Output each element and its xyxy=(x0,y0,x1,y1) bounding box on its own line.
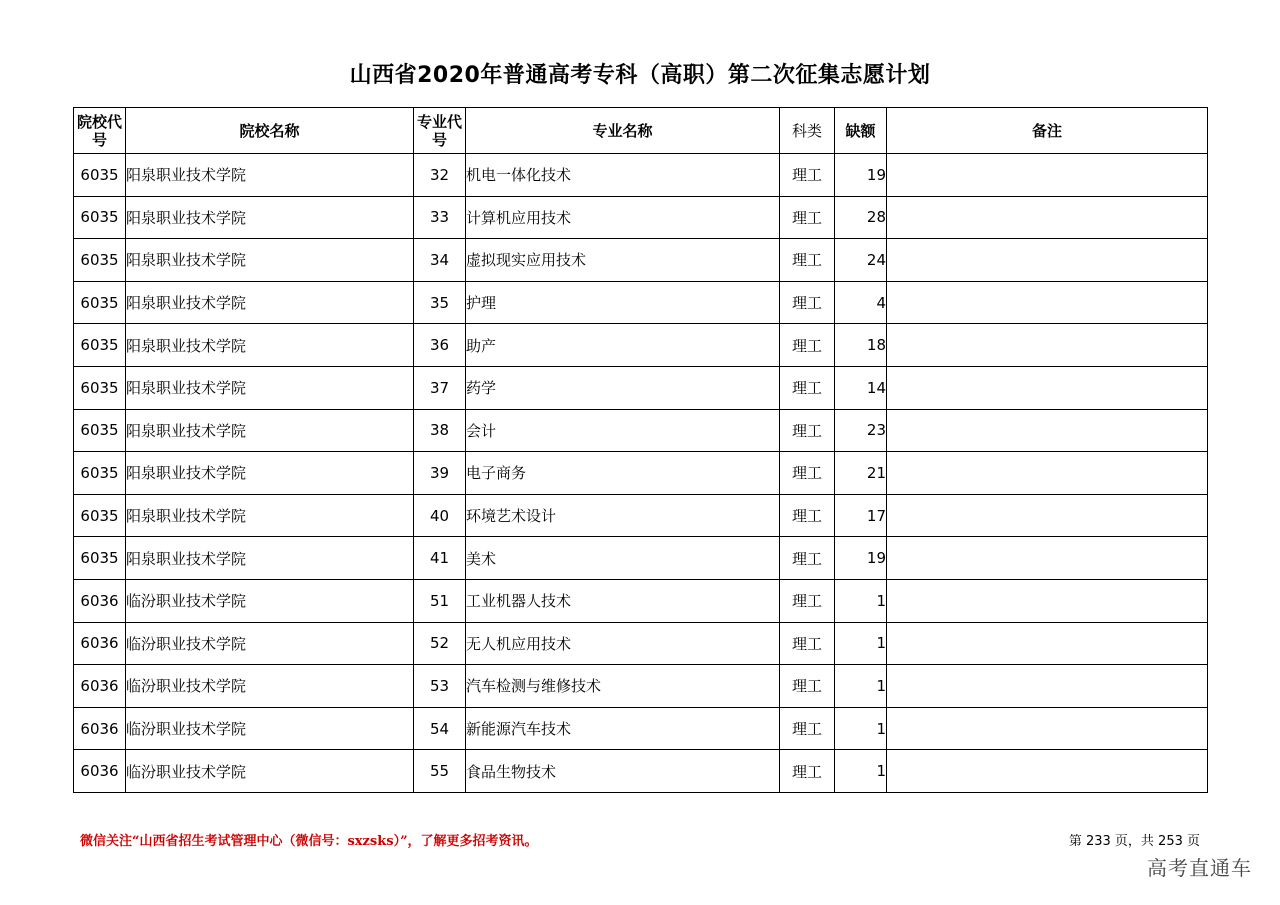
header-note: 备注 xyxy=(887,108,1208,154)
category-cell: 理工 xyxy=(780,707,835,750)
table-row xyxy=(74,665,1208,708)
quota-cell: 28 xyxy=(835,196,887,239)
major-name-cell: 药学 xyxy=(466,366,780,409)
note-cell xyxy=(887,452,1208,495)
major-code-cell: 40 xyxy=(414,494,466,537)
quota-cell: 1 xyxy=(835,622,887,665)
note-cell xyxy=(887,154,1208,197)
school-code-cell: 6035 xyxy=(74,196,126,239)
note-cell xyxy=(887,239,1208,282)
school-name-cell: 阳泉职业技术学院 xyxy=(126,409,414,452)
school-code-cell: 6035 xyxy=(74,494,126,537)
major-code-cell: 34 xyxy=(414,239,466,282)
table-row xyxy=(74,750,1208,793)
major-name-cell: 无人机应用技术 xyxy=(466,622,780,665)
note-cell xyxy=(887,750,1208,793)
table-row xyxy=(74,707,1208,750)
school-name-cell: 阳泉职业技术学院 xyxy=(126,366,414,409)
major-name-cell: 新能源汽车技术 xyxy=(466,707,780,750)
category-cell: 理工 xyxy=(780,665,835,708)
note-cell xyxy=(887,665,1208,708)
page-number: 第 233 页，共 253 页 xyxy=(1068,834,1200,849)
table-row xyxy=(74,579,1208,622)
school-name-cell: 阳泉职业技术学院 xyxy=(126,324,414,367)
school-code-cell: 6035 xyxy=(74,324,126,367)
school-code-cell: 6036 xyxy=(74,622,126,665)
major-code-cell: 38 xyxy=(414,409,466,452)
wechat-notice: 微信关注“山西省招生考试管理中心（微信号：sxzsks）”，了解更多招考资讯。 xyxy=(80,834,538,849)
school-code-cell: 6035 xyxy=(74,281,126,324)
school-code-cell: 6036 xyxy=(74,665,126,708)
quota-cell: 18 xyxy=(835,324,887,367)
quota-cell: 17 xyxy=(835,494,887,537)
category-cell: 理工 xyxy=(780,366,835,409)
quota-cell: 19 xyxy=(835,537,887,580)
note-cell xyxy=(887,622,1208,665)
category-cell: 理工 xyxy=(780,239,835,282)
school-code-cell: 6035 xyxy=(74,452,126,495)
page-title: 山西省2020年普通高考专科（高职）第二次征集志愿计划 xyxy=(349,63,931,88)
school-code-cell: 6036 xyxy=(74,707,126,750)
major-name-cell: 食品生物技术 xyxy=(466,750,780,793)
quota-cell: 19 xyxy=(835,154,887,197)
school-name-cell: 阳泉职业技术学院 xyxy=(126,452,414,495)
school-code-cell: 6035 xyxy=(74,239,126,282)
school-name-cell: 阳泉职业技术学院 xyxy=(126,537,414,580)
major-name-cell: 工业机器人技术 xyxy=(466,579,780,622)
major-code-cell: 52 xyxy=(414,622,466,665)
major-name-cell: 虚拟现实应用技术 xyxy=(466,239,780,282)
school-code-cell: 6035 xyxy=(74,537,126,580)
category-cell: 理工 xyxy=(780,579,835,622)
major-name-cell: 机电一体化技术 xyxy=(466,154,780,197)
table-row xyxy=(74,537,1208,580)
table-row xyxy=(74,196,1208,239)
header-category: 科类 xyxy=(780,108,835,154)
major-name-cell: 汽车检测与维修技术 xyxy=(466,665,780,708)
category-cell: 理工 xyxy=(780,622,835,665)
quota-cell: 1 xyxy=(835,750,887,793)
table-header-row xyxy=(74,108,1208,154)
header-major-name: 专业名称 xyxy=(466,108,780,154)
major-code-cell: 36 xyxy=(414,324,466,367)
school-name-cell: 临汾职业技术学院 xyxy=(126,579,414,622)
category-cell: 理工 xyxy=(780,281,835,324)
quota-cell: 23 xyxy=(835,409,887,452)
major-code-cell: 55 xyxy=(414,750,466,793)
category-cell: 理工 xyxy=(780,537,835,580)
quota-cell: 1 xyxy=(835,579,887,622)
school-name-cell: 阳泉职业技术学院 xyxy=(126,281,414,324)
major-name-cell: 会计 xyxy=(466,409,780,452)
category-cell: 理工 xyxy=(780,196,835,239)
quota-cell: 21 xyxy=(835,452,887,495)
header-school-name: 院校名称 xyxy=(126,108,414,154)
school-name-cell: 阳泉职业技术学院 xyxy=(126,239,414,282)
table-row xyxy=(74,494,1208,537)
major-code-cell: 33 xyxy=(414,196,466,239)
quota-cell: 1 xyxy=(835,707,887,750)
note-cell xyxy=(887,537,1208,580)
school-name-cell: 阳泉职业技术学院 xyxy=(126,196,414,239)
quota-cell: 4 xyxy=(835,281,887,324)
category-cell: 理工 xyxy=(780,494,835,537)
note-cell xyxy=(887,196,1208,239)
major-code-cell: 51 xyxy=(414,579,466,622)
school-code-cell: 6036 xyxy=(74,750,126,793)
major-code-cell: 41 xyxy=(414,537,466,580)
header-school-code: 院校代号 xyxy=(74,108,126,154)
category-cell: 理工 xyxy=(780,324,835,367)
table-row xyxy=(74,622,1208,665)
major-name-cell: 计算机应用技术 xyxy=(466,196,780,239)
school-code-cell: 6035 xyxy=(74,409,126,452)
category-cell: 理工 xyxy=(780,750,835,793)
major-code-cell: 32 xyxy=(414,154,466,197)
major-code-cell: 37 xyxy=(414,366,466,409)
school-code-cell: 6036 xyxy=(74,579,126,622)
category-cell: 理工 xyxy=(780,452,835,495)
table-row xyxy=(74,452,1208,495)
school-name-cell: 临汾职业技术学院 xyxy=(126,665,414,708)
table-row xyxy=(74,366,1208,409)
major-name-cell: 助产 xyxy=(466,324,780,367)
table-row xyxy=(74,324,1208,367)
quota-cell: 24 xyxy=(835,239,887,282)
note-cell xyxy=(887,324,1208,367)
table-row xyxy=(74,281,1208,324)
school-name-cell: 阳泉职业技术学院 xyxy=(126,154,414,197)
major-name-cell: 环境艺术设计 xyxy=(466,494,780,537)
plan-table xyxy=(73,107,1208,793)
quota-cell: 14 xyxy=(835,366,887,409)
school-name-cell: 临汾职业技术学院 xyxy=(126,707,414,750)
major-name-cell: 护理 xyxy=(466,281,780,324)
school-code-cell: 6035 xyxy=(74,366,126,409)
note-cell xyxy=(887,494,1208,537)
watermark: 高考直通车 xyxy=(1147,856,1252,880)
major-name-cell: 美术 xyxy=(466,537,780,580)
category-cell: 理工 xyxy=(780,409,835,452)
note-cell xyxy=(887,579,1208,622)
note-cell xyxy=(887,707,1208,750)
note-cell xyxy=(887,281,1208,324)
major-code-cell: 35 xyxy=(414,281,466,324)
table-row xyxy=(74,239,1208,282)
header-quota: 缺额 xyxy=(835,108,887,154)
major-code-cell: 39 xyxy=(414,452,466,495)
major-code-cell: 53 xyxy=(414,665,466,708)
category-cell: 理工 xyxy=(780,154,835,197)
major-name-cell: 电子商务 xyxy=(466,452,780,495)
note-cell xyxy=(887,366,1208,409)
table-row xyxy=(74,409,1208,452)
school-name-cell: 临汾职业技术学院 xyxy=(126,622,414,665)
school-code-cell: 6035 xyxy=(74,154,126,197)
major-code-cell: 54 xyxy=(414,707,466,750)
table-row xyxy=(74,154,1208,197)
note-cell xyxy=(887,409,1208,452)
quota-cell: 1 xyxy=(835,665,887,708)
school-name-cell: 临汾职业技术学院 xyxy=(126,750,414,793)
school-name-cell: 阳泉职业技术学院 xyxy=(126,494,414,537)
header-major-code: 专业代号 xyxy=(414,108,466,154)
